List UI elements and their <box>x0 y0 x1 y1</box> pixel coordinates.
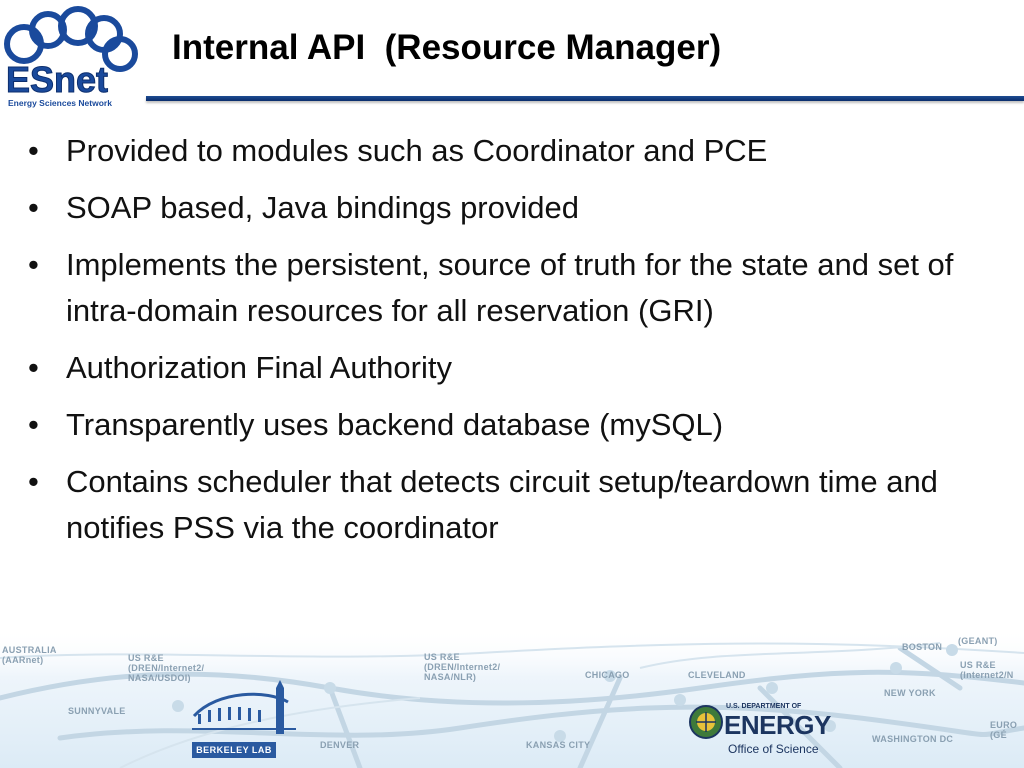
logo-wordmark: ESnet <box>6 59 109 100</box>
esnet-logo <box>0 0 150 112</box>
map-label: EURO (GÉ <box>990 720 1018 740</box>
bullet-dot: • <box>28 464 39 499</box>
map-label: (GEANT) <box>958 636 998 646</box>
bullet-item <box>24 242 984 334</box>
map-label: DENVER <box>320 740 360 750</box>
bullet-item <box>24 402 984 448</box>
doe-energy-label: ENERGY <box>724 710 831 740</box>
bullet-dot: • <box>28 407 39 442</box>
map-label: AUSTRALIA (AARnet) <box>2 645 57 665</box>
title-divider <box>146 96 1024 101</box>
slide-title: Internal API (Resource Manager) <box>172 28 722 67</box>
network-map-background <box>0 628 1024 768</box>
bullet-text: Contains scheduler that detects circuit setup/teardown time and notifies PSS via the coordinator <box>66 464 938 545</box>
bullet-item <box>24 128 984 174</box>
bullet-text: Authorization Final Authority <box>66 350 452 385</box>
map-label: US R&E (DREN/Internet2/ NASA/NLR) <box>424 652 501 682</box>
bullet-text: Transparently uses backend database (mySQL) <box>66 407 724 442</box>
bullet-text: SOAP based, Java bindings provided <box>66 190 579 225</box>
bullet-dot: • <box>28 190 39 225</box>
map-label: US R&E (DREN/Internet2/ NASA/USDOI) <box>128 653 205 683</box>
bullet-item <box>24 185 984 231</box>
map-label: CLEVELAND <box>688 670 746 680</box>
map-label: NEW YORK <box>884 688 936 698</box>
doe-office-label: Office of Science <box>728 742 819 756</box>
map-label: US R&E (Internet2/N <box>960 660 1014 680</box>
map-label: SUNNYVALE <box>68 706 126 716</box>
bullet-dot: • <box>28 247 39 282</box>
bullet-text: Provided to modules such as Coordinator and PCE <box>66 133 768 168</box>
berkeley-lab-wordmark: BERKELEY LAB <box>192 742 276 758</box>
bullet-text: Implements the persistent, source of truth for the state and set of intra-domain resources for all reservation (GRI) <box>66 247 954 328</box>
bullet-list <box>24 128 984 562</box>
map-label: CHICAGO <box>585 670 630 680</box>
bullet-item <box>24 459 984 551</box>
doe-department-label: U.S. DEPARTMENT OF <box>726 703 802 710</box>
map-label: WASHINGTON DC <box>872 734 954 744</box>
bullet-dot: • <box>28 133 39 168</box>
logo-tagline: Energy Sciences Network <box>8 98 112 108</box>
bullet-dot: • <box>28 350 39 385</box>
map-label: BOSTON <box>902 642 943 652</box>
map-label: KANSAS CITY <box>526 740 591 750</box>
bullet-item <box>24 345 984 391</box>
